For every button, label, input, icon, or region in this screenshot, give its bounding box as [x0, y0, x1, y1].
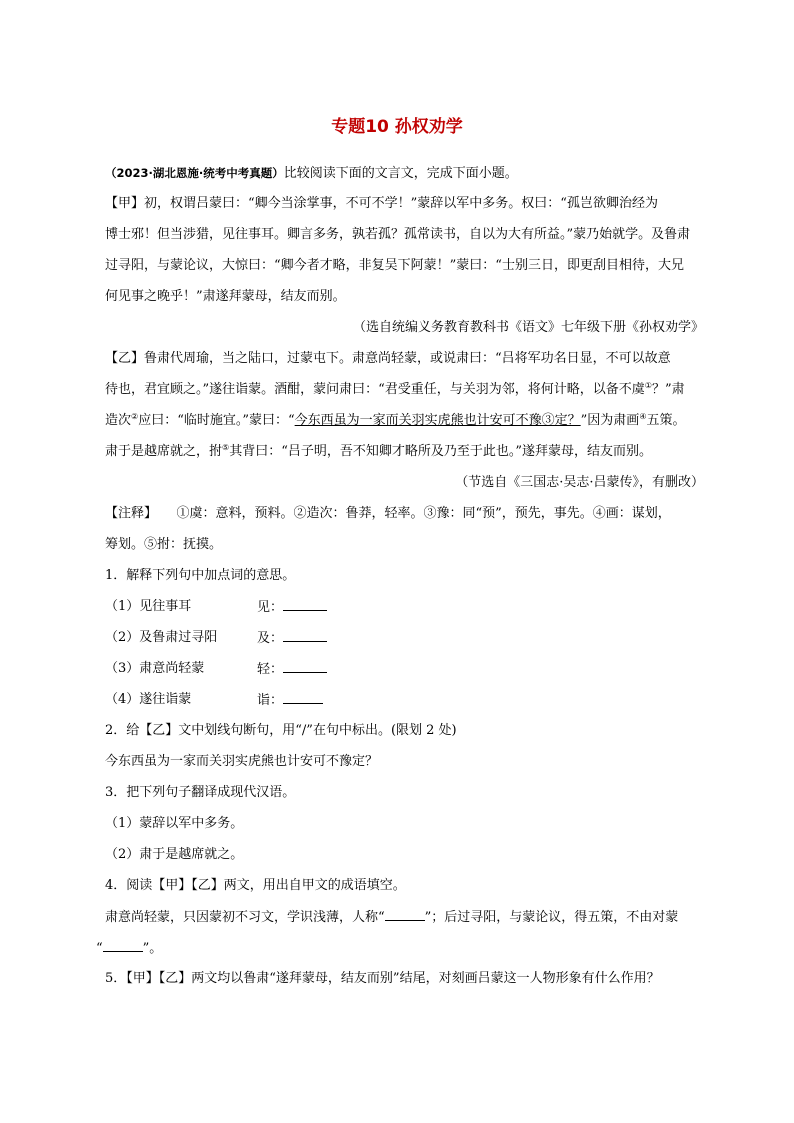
- q5-stem: 5．【甲】【乙】两文均以鲁肃“遂拜蒙母，结友而别”结尾，对刻画吕蒙这一人物形象有什么作用？: [105, 971, 660, 986]
- footnote-2: ②: [131, 412, 139, 421]
- q4-text: 肃意尚轻蒙，只因蒙初不习文，学识浅薄，人称“: [105, 910, 385, 925]
- footnote-4: ④: [639, 412, 647, 421]
- q3-sentence-1: （1）蒙辞以军中多务。: [105, 816, 244, 831]
- q1-answer: [257, 690, 323, 711]
- q1-word: 轻：: [257, 662, 284, 677]
- passage-b-line-2: [105, 380, 685, 400]
- answer-blank[interactable]: [283, 659, 327, 673]
- intro-text: 比较阅读下面的文言文，完成下面小题。: [283, 166, 518, 181]
- q3-sentence-2: （2）肃于是越席就之。: [105, 847, 244, 862]
- answer-blank[interactable]: [385, 907, 425, 921]
- footnote-1: ①: [644, 381, 652, 390]
- passage-b-line-1: 【乙】鲁肃代周瑜，当之陆口，过蒙屯下。肃意尚轻蒙，或说肃曰：“吕将军功名日显，不可以故意: [105, 351, 671, 366]
- q1-sentence: （1）见往事耳: [105, 599, 192, 614]
- q1-word: 及：: [257, 631, 284, 646]
- intro-line: [105, 163, 518, 184]
- passage-a-line-1: 【甲】初，权谓吕蒙曰：“卿今当涂掌事，不可不学！”蒙辞以军中多务。权曰：“孤岂欲卿治经为: [105, 196, 658, 211]
- answer-blank[interactable]: [283, 597, 327, 611]
- passage-b-text: ”因为肃画: [580, 413, 640, 428]
- q4-line-2: [96, 938, 162, 959]
- underlined-sentence: 今东西虽为一家而关羽实虎熊也计安可不豫③定？: [294, 413, 581, 428]
- footnote-5: ⑤: [222, 443, 230, 452]
- passage-a-line-3: 过寻阳，与蒙论议，大惊曰：“卿今者才略，非复吴下阿蒙！”蒙曰：“士别三日，即更刮目相待，大兄: [105, 258, 684, 273]
- q1-sentence: （3）肃意尚轻蒙: [105, 661, 205, 676]
- q2-stem: 2．给【乙】文中划线句断句，用“/”在句中标出。(限划 2 处): [105, 723, 457, 738]
- answer-blank[interactable]: [283, 690, 323, 704]
- passage-b-text: 造次: [105, 413, 132, 428]
- q1-stem: 1．解释下列句中加点词的意思。: [105, 568, 296, 583]
- passage-b-source: （节选自《三国志·吴志·吕蒙传》，有删改）: [455, 475, 704, 490]
- q3-stem: 3．把下列句子翻译成现代汉语。: [105, 785, 296, 800]
- q1-word: 见：: [257, 600, 284, 615]
- q1-sentence: （2）及鲁肃过寻阳: [105, 630, 218, 645]
- answer-blank[interactable]: [283, 628, 327, 642]
- passage-a-source: （选自统编义务教育教科书《语文》七年级下册《孙权劝学》: [352, 320, 704, 335]
- question-source: （2023·湖北恩施·统考中考真题）: [105, 166, 284, 180]
- q1-word: 诣：: [257, 693, 284, 708]
- passage-b-line-3: [105, 411, 686, 431]
- q1-sentence: （4）遂往诣蒙: [105, 692, 192, 707]
- passage-b-line-4: [105, 442, 652, 462]
- notes-line-2: 筹划。⑤拊：抚摸。: [105, 537, 223, 552]
- q4-text: “: [96, 941, 103, 956]
- passage-b-text: 应曰：“临时施宜。”蒙曰：“: [138, 413, 295, 428]
- passage-a-line-2: 博士邪！但当涉猎，见往事耳。卿言多务，孰若孤？孤常读书，自以为大有所益。”蒙乃始就学。及鲁肃: [105, 227, 691, 242]
- page-title: 专题10 孙权劝学: [331, 117, 463, 137]
- q1-answer: [257, 659, 327, 680]
- answer-blank[interactable]: [103, 938, 143, 952]
- q4-text: ”。: [142, 941, 163, 956]
- passage-b-text: 其背曰：“吕子明，吾不知卿才略所及乃至于此也。”遂拜蒙母，结友而别。: [229, 444, 652, 459]
- passage-b-text: 五策。: [646, 413, 686, 428]
- passage-b-line-2-tail: ？”肃: [651, 382, 685, 397]
- q4-text: ”；后过寻阳，与蒙论议，得五策，不由对蒙: [424, 910, 679, 925]
- q4-stem: 4．阅读【甲】【乙】两文，用出自甲文的成语填空。: [105, 878, 406, 893]
- q1-answer: [257, 628, 327, 649]
- passage-b-text: 肃于是越席就之，拊: [105, 444, 223, 459]
- passage-b-line-2-text: 待也，君宜顾之。”遂往诣蒙。酒酣，蒙问肃曰：“君受重任，与关羽为邻，将何计略，以备不虞: [105, 382, 645, 397]
- q4-line-1: [105, 907, 678, 928]
- q1-answer: [257, 597, 327, 618]
- passage-a-line-4: 何见事之晚乎！”肃遂拜蒙母，结友而别。: [105, 289, 346, 304]
- notes-line-1: 【注释】 ①虞：意料，预料。②造次：鲁莽，轻率。③豫：同“预”，预先，事先。④画：谋划，: [105, 506, 671, 521]
- q2-sentence: 今东西虽为一家而关羽实虎熊也计安可不豫定？: [105, 754, 379, 769]
